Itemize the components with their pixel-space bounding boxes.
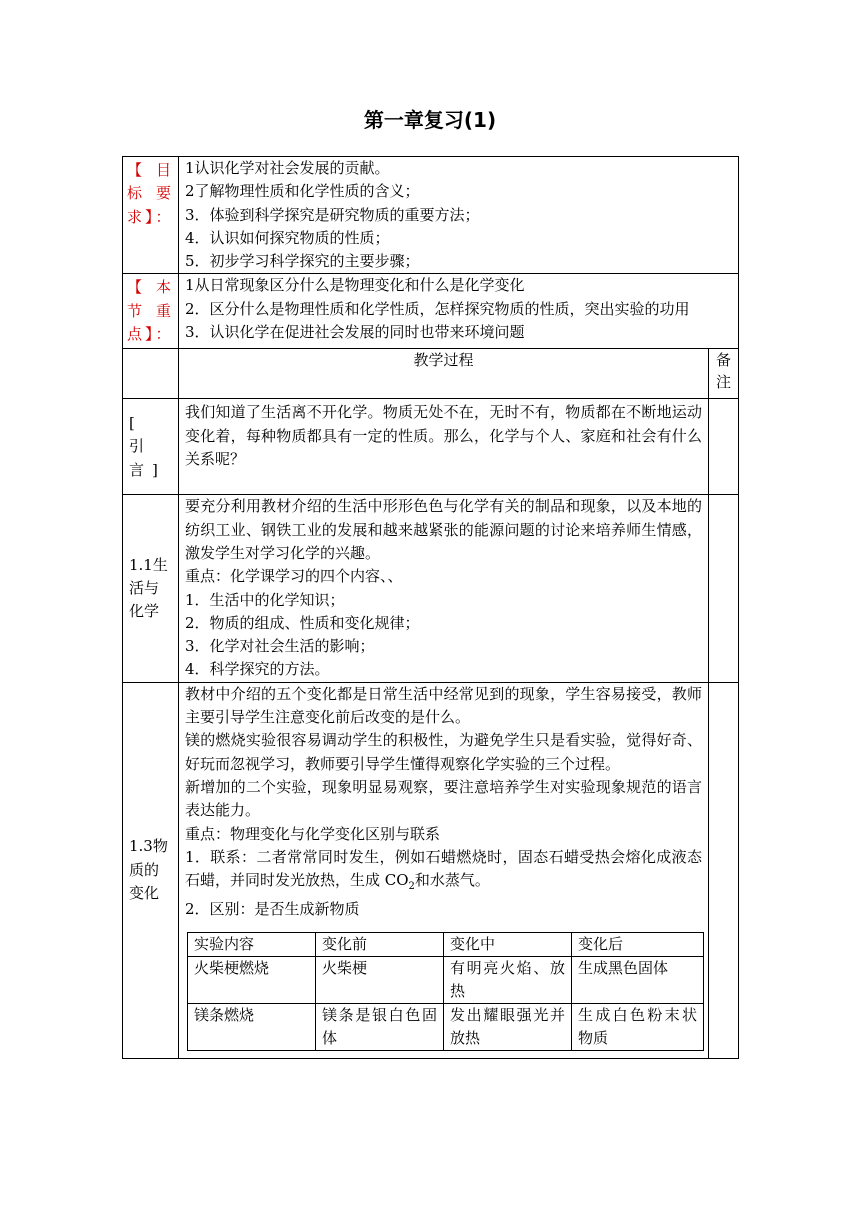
link-text: 1．联系：二者常常同时发生，例如石蜡燃烧时，固态石蜡受热会熔化成液态石蜡，并同时发光放热，生成 CO — [185, 847, 702, 890]
header-empty-cell — [123, 349, 179, 399]
section-1-3-label: 1.3物质的变化 — [123, 682, 179, 1058]
section-1-3-paragraph: 新增加的二个实验，现象明显易观察，要注意培养学生对实验现象规范的语言表达能力。 — [185, 777, 702, 820]
section-1-1-item: 2．物质的组成、性质和变化规律； — [185, 613, 420, 632]
section-1-3-diff: 2．区别：是否生成新物质 — [185, 900, 360, 919]
section-1-3-link — [185, 846, 702, 899]
key-point-item: 1从日常现象区分什么是物理变化和什么是化学变化 — [185, 276, 525, 295]
experiment-cell: 发出耀眼强光并放热 — [444, 1003, 572, 1050]
goal-item: 5．初步学习科学探究的主要步骤； — [185, 252, 420, 271]
goals-label: 【 目 标 要 求】： — [123, 157, 179, 274]
link-text-end: 和水蒸气。 — [414, 871, 490, 890]
section-1-1-label: 1.1生活与化学 — [123, 495, 179, 682]
remark-header: 备注 — [709, 349, 739, 399]
experiment-cell: 火柴梗燃烧 — [188, 956, 316, 1003]
section-1-1-item: 1．生活中的化学知识； — [185, 590, 345, 609]
experiment-cell: 有明亮火焰、放热 — [444, 956, 572, 1003]
key-point-item: 3．认识化学在促进社会发展的同时也带来环境问题 — [185, 323, 525, 342]
remark-cell — [709, 399, 739, 495]
experiment-header-cell: 变化中 — [444, 932, 572, 956]
experiment-header-row — [188, 932, 704, 956]
lesson-table — [122, 156, 739, 1059]
section-1-1-row — [123, 495, 739, 682]
experiment-cell: 火柴梗 — [316, 956, 444, 1003]
goal-item: 4．认识如何探究物质的性质； — [185, 228, 390, 247]
header-row — [123, 349, 739, 399]
experiment-cell: 镁条是银白色固体 — [316, 1003, 444, 1050]
section-1-3-content — [179, 682, 709, 1058]
key-point-item: 2．区分什么是物理性质和化学性质，怎样探究物质的性质，突出实验的功用 — [185, 299, 690, 318]
intro-text: 我们知道了生活离不开化学。物质无处不在，无时不有，物质都在不断地运动变化着，每种物质都具有一定的性质。那么，化学与个人、家庭和社会有什么关系呢？ — [179, 399, 709, 495]
section-1-1-paragraph: 要充分利用教材介绍的生活中形形色色与化学有关的制品和现象，以及本地的纺织工业、钢铁工业的发展和越来越紧张的能源问题的讨论来培养师生情感，激发学生对学习化学的兴趣。 — [185, 497, 702, 562]
section-1-3-paragraph: 教材中介绍的五个变化都是日常生活中经常见到的现象，学生容易接受，教师主要引导学生注意变化前后改变的是什么。 — [185, 684, 702, 727]
goal-item: 3．体验到科学探究是研究物质的重要方法； — [185, 205, 480, 224]
section-1-3-row — [123, 682, 739, 1058]
intro-label: [ 引言] — [123, 399, 179, 495]
experiment-header-cell: 变化前 — [316, 932, 444, 956]
remark-cell — [709, 682, 739, 1058]
experiment-cell: 镁条燃烧 — [188, 1003, 316, 1050]
section-1-1-item: 4．科学探究的方法。 — [185, 660, 330, 679]
experiment-header-cell: 实验内容 — [188, 932, 316, 956]
remark-cell — [709, 495, 739, 682]
goals-row — [123, 157, 739, 274]
experiment-table — [187, 932, 704, 1051]
goal-item: 2了解物理性质和化学性质的含义； — [185, 182, 420, 201]
goal-item: 1认识化学对社会发展的贡献。 — [185, 159, 390, 177]
section-1-1-item: 3．化学对社会生活的影响； — [185, 637, 375, 656]
co2-subscript: 2 — [408, 881, 415, 893]
intro-row — [123, 399, 739, 495]
experiment-cell: 生成黑色固体 — [572, 956, 704, 1003]
section-1-3-focus: 重点：物理变化与化学变化区别与联系 — [185, 824, 441, 843]
process-header: 教学过程 — [179, 349, 709, 399]
section-1-1-focus: 重点：化学课学习的四个内容、、 — [185, 567, 403, 586]
experiment-cell: 生成白色粉末状物质 — [572, 1003, 704, 1050]
experiment-header-cell: 变化后 — [572, 932, 704, 956]
experiment-row — [188, 1003, 704, 1050]
page-title: 第一章复习(1) — [363, 108, 497, 132]
section-1-1-content — [179, 495, 709, 682]
experiment-row — [188, 956, 704, 1003]
key-points-content — [179, 274, 739, 349]
key-points-row — [123, 274, 739, 349]
key-points-label: 【 本 节 重 点】： — [123, 274, 179, 349]
goals-content — [179, 157, 739, 274]
section-1-3-paragraph: 镁的燃烧实验很容易调动学生的积极性，为避免学生只是看实验，觉得好奇、好玩而忽视学习，教师要引导学生懂得观察化学实验的三个过程。 — [185, 731, 702, 773]
